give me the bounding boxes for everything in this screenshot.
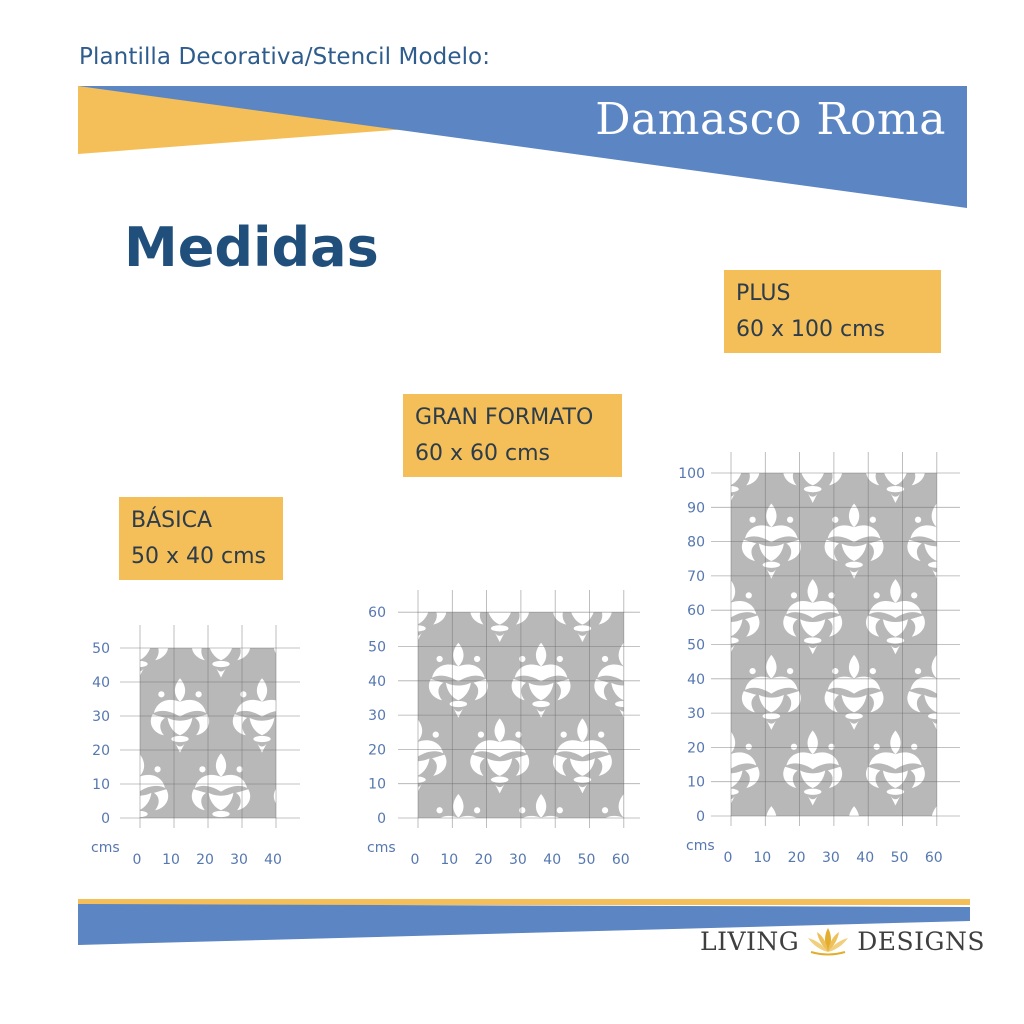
y-tick-label: 20: [368, 742, 386, 759]
axis-unit-label: cms: [367, 840, 396, 856]
brand-word-living: LIVING: [700, 926, 800, 956]
x-tick-label: 60: [924, 850, 943, 866]
damask-motif: [274, 603, 332, 677]
x-tick-label: 30: [821, 850, 840, 866]
x-tick-label: 40: [856, 850, 875, 866]
x-tick-label: 40: [543, 852, 562, 868]
y-tick-label: 30: [687, 706, 705, 723]
x-tick-label: 60: [611, 852, 630, 868]
header-subtitle: Plantilla Decorativa/Stencil Modelo:: [79, 44, 491, 70]
damask-motif: [742, 806, 801, 881]
damask-motif: [636, 718, 695, 793]
y-tick-label: 30: [92, 709, 110, 725]
y-tick-label: 40: [92, 675, 110, 691]
x-tick-label: 20: [196, 852, 214, 868]
y-tick-label: 0: [101, 811, 110, 827]
damask-motif: [677, 643, 736, 718]
damask-motif: [69, 828, 127, 900]
x-tick-label: 30: [508, 852, 527, 868]
y-tick-label: 40: [687, 671, 705, 688]
y-tick-label: 80: [687, 534, 705, 551]
y-tick-label: 20: [92, 743, 110, 759]
size-dimensions-gran-formato: 60 x 60 cms: [415, 441, 550, 466]
size-dimensions-basic: 50 x 40 cms: [131, 544, 266, 569]
x-tick-label: 40: [264, 852, 282, 868]
damask-motif: [949, 730, 1008, 805]
x-tick-label: 30: [230, 852, 248, 868]
y-tick-label: 10: [368, 776, 386, 793]
y-tick-label: 40: [368, 673, 386, 690]
section-title: Medidas: [124, 216, 379, 279]
damask-motif: [636, 567, 695, 642]
size-dimensions-plus: 60 x 100 cms: [736, 317, 885, 342]
damask-motif: [315, 678, 373, 752]
damask-motif: [990, 806, 1024, 881]
brand-logo: [700, 926, 985, 956]
product-name: Damasco Roma: [595, 94, 946, 145]
y-tick-label: 20: [687, 740, 705, 757]
y-tick-label: 50: [368, 639, 386, 656]
brand-word-designs: DESIGNS: [857, 926, 986, 956]
y-tick-label: 60: [687, 603, 705, 620]
x-tick-label: 50: [577, 852, 596, 868]
damask-motif: [274, 753, 332, 827]
footer-yellow-stripe: [78, 899, 970, 905]
size-name-plus: PLUS: [736, 281, 791, 306]
damask-motif: [949, 428, 1008, 503]
y-tick-label: 10: [687, 774, 705, 791]
y-tick-label: 50: [92, 641, 110, 657]
x-tick-label: 0: [723, 850, 733, 866]
x-tick-label: 50: [890, 850, 909, 866]
size-name-gran-formato: GRAN FORMATO: [415, 405, 594, 430]
axis-unit-label: cms: [686, 838, 715, 854]
axis-unit-label: cms: [91, 840, 120, 856]
damask-motif: [990, 655, 1024, 730]
y-tick-label: 100: [678, 466, 705, 482]
lotus-icon: [805, 926, 851, 956]
x-tick-label: 0: [410, 852, 420, 868]
damask-motif: [825, 806, 884, 881]
damask-motif: [315, 828, 373, 900]
y-tick-label: 0: [377, 811, 386, 827]
size-name-basic: BÁSICA: [131, 508, 213, 533]
y-tick-label: 90: [687, 500, 705, 517]
x-tick-label: 10: [440, 852, 459, 868]
y-tick-label: 30: [368, 708, 386, 725]
x-tick-label: 20: [787, 850, 806, 866]
damask-motif: [949, 579, 1008, 654]
x-tick-label: 0: [132, 852, 142, 868]
y-tick-label: 50: [687, 637, 705, 654]
x-tick-label: 20: [474, 852, 493, 868]
y-tick-label: 10: [92, 777, 110, 793]
x-tick-label: 10: [753, 850, 772, 866]
y-tick-label: 70: [687, 568, 705, 585]
damask-motif: [990, 504, 1024, 579]
y-tick-label: 0: [696, 809, 705, 825]
y-tick-label: 60: [368, 605, 386, 622]
stencil-diagram-plus: [659, 428, 1024, 881]
damask-motif: [346, 794, 405, 869]
x-tick-label: 10: [162, 852, 180, 868]
